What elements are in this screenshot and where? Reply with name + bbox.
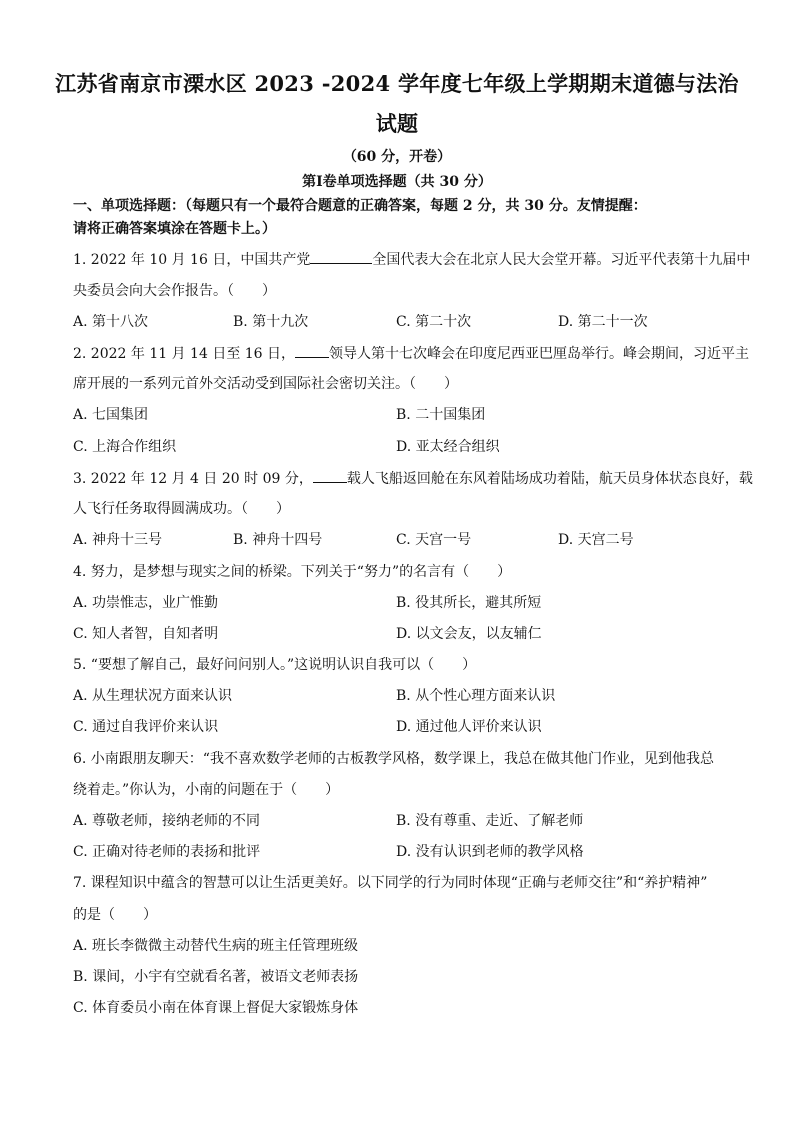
question-1-option-d[interactable]: D. 第二十一次: [558, 314, 648, 330]
question-7-option-b[interactable]: B. 课间，小宇有空就看名著，被语文老师表扬: [73, 969, 359, 985]
question-4-option-d[interactable]: D. 以文会友，以友辅仁: [396, 626, 542, 642]
question-2-option-d[interactable]: D. 亚太经合组织: [396, 439, 500, 455]
answer-blank: [310, 249, 372, 264]
question-2-text-cont: 领导人第十七次峰会在印度尼西亚巴厘岛举行。峰会期间，习近平主: [329, 346, 750, 362]
question-4-option-c[interactable]: C. 知人者智，自知者明: [73, 626, 219, 642]
question-1-option-a[interactable]: A. 第十八次: [73, 314, 149, 330]
question-1-text: 1. 2022 年 10 月 16 日，中国共产党: [73, 252, 311, 268]
question-3-option-d[interactable]: D. 天宫二号: [558, 532, 634, 548]
question-1-stem: [73, 249, 751, 270]
exam-title-continued: 试题: [375, 111, 419, 136]
part-heading: 第Ⅰ卷单项选择题（共 30 分）: [302, 174, 492, 190]
question-1-text-cont: 全国代表大会在北京人民大会堂开幕。习近平代表第十九届中: [372, 252, 751, 268]
question-2-stem-cont: 席开展的一系列元首外交活动受到国际社会密切关注。（ ）: [73, 376, 458, 392]
section-heading: 一、单项选择题：（每题只有一个最符合题意的正确答案，每题 2 分，共 30 分。友情提醒：: [73, 198, 647, 214]
question-5-option-c[interactable]: C. 通过自我评价来认识: [73, 719, 219, 735]
question-3-text: 3. 2022 年 12 月 4 日 20 时 09 分，: [73, 471, 313, 487]
question-3-stem: [73, 468, 753, 489]
question-3-option-a[interactable]: A. 神舟十三号: [73, 532, 163, 548]
question-7-stem-cont: 的是（ ）: [73, 907, 157, 923]
question-7-stem: 7. 课程知识中蕴含的智慧可以让生活更美好。以下同学的行为同时体现“正确与老师交往”和“养护精神”: [73, 875, 708, 891]
exam-meta: （60 分，开卷）: [342, 149, 452, 165]
question-6-option-c[interactable]: C. 正确对待老师的表扬和批评: [73, 844, 261, 860]
question-5-stem: 5. “要想了解自己，最好问问别人。”这说明认识自我可以（ ）: [73, 657, 477, 673]
question-4-stem: 4. 努力，是梦想与现实之间的桥梁。下列关于“努力”的名言有（ ）: [73, 564, 512, 580]
question-6-option-a[interactable]: A. 尊敬老师，接纳老师的不同: [73, 813, 261, 829]
question-2-option-b[interactable]: B. 二十国集团: [396, 407, 486, 423]
question-1-stem-cont: 央委员会向大会作报告。（ ）: [73, 283, 276, 299]
question-6-stem-cont: 绕着走。”你认为，小南的问题在于（ ）: [73, 782, 340, 798]
question-1-option-b[interactable]: B. 第十九次: [233, 314, 309, 330]
answer-blank: [295, 343, 329, 358]
question-3-option-b[interactable]: B. 神舟十四号: [233, 532, 323, 548]
question-5-option-a[interactable]: A. 从生理状况方面来认识: [73, 688, 233, 704]
question-3-text-cont: 载人飞船返回舱在东风着陆场成功着陆，航天员身体状态良好，载: [346, 471, 753, 487]
question-3-option-c[interactable]: C. 天宫一号: [396, 532, 472, 548]
question-2-stem: [73, 343, 750, 364]
question-2-option-c[interactable]: C. 上海合作组织: [73, 439, 177, 455]
question-4-option-a[interactable]: A. 功崇惟志，业广惟勤: [73, 595, 219, 611]
section-heading-continued: 请将正确答案填涂在答题卡上。）: [73, 221, 276, 237]
exam-title: 江苏省南京市溧水区 2023 -2024 学年度七年级上学期期末道德与法治: [55, 71, 739, 96]
question-2-option-a[interactable]: A. 七国集团: [73, 407, 149, 423]
question-4-option-b[interactable]: B. 役其所长，避其所短: [396, 595, 542, 611]
question-5-option-b[interactable]: B. 从个性心理方面来认识: [396, 688, 556, 704]
question-2-text: 2. 2022 年 11 月 14 日至 16 日，: [73, 346, 296, 362]
question-5-option-d[interactable]: D. 通过他人评价来认识: [396, 719, 542, 735]
question-6-option-b[interactable]: B. 没有尊重、走近、了解老师: [396, 813, 584, 829]
question-1-option-c[interactable]: C. 第二十次: [396, 314, 472, 330]
answer-blank: [313, 468, 347, 483]
question-6-option-d[interactable]: D. 没有认识到老师的教学风格: [396, 844, 584, 860]
question-3-stem-cont: 人飞行任务取得圆满成功。（ ）: [73, 501, 290, 517]
question-7-option-c[interactable]: C. 体育委员小南在体育课上督促大家锻炼身体: [73, 1000, 359, 1016]
question-7-option-a[interactable]: A. 班长李微微主动替代生病的班主任管理班级: [73, 938, 359, 954]
question-6-stem: 6. 小南跟朋友聊天：“我不喜欢数学老师的古板教学风格，数学课上，我总在做其他门作业，见到他我总: [73, 751, 714, 767]
